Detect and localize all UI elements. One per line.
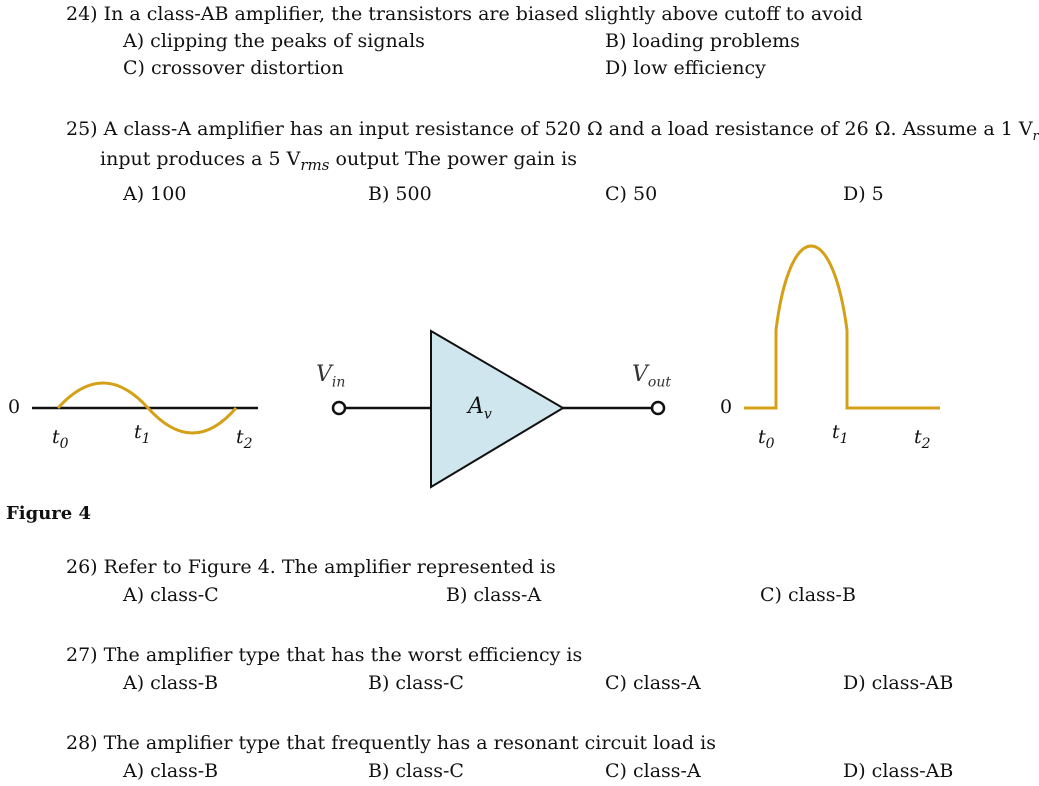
q25-option-b[interactable]: B) 500 <box>368 183 432 205</box>
q28-option-a[interactable]: A) class-B <box>123 760 219 782</box>
output-t2-main: t <box>914 426 922 448</box>
input-zero-label: 0 <box>8 396 21 418</box>
vin-main: V <box>316 362 332 387</box>
vin-label <box>316 364 345 393</box>
output-t0-label <box>758 426 775 455</box>
input-t1-sub: 1 <box>141 430 151 447</box>
q25-option-d[interactable]: D) 5 <box>843 183 884 205</box>
output-t0-main: t <box>758 426 766 448</box>
q27-option-d[interactable]: D) class-AB <box>843 672 954 694</box>
q26-stem: 26) Refer to Figure 4. The amplifier represented is <box>66 556 556 578</box>
output-t0-sub: 0 <box>765 435 775 452</box>
input-t2-sub: 2 <box>243 435 253 452</box>
q27-option-c[interactable]: C) class-A <box>605 672 701 694</box>
output-zero-label: 0 <box>720 396 733 418</box>
input-t2-label <box>236 426 253 455</box>
q24-option-c[interactable]: C) crossover distortion <box>123 57 344 79</box>
vout-main: V <box>632 362 648 387</box>
vin-terminal <box>333 402 345 414</box>
q25-stem-sub: r <box>1032 128 1039 144</box>
amp-sub: v <box>483 406 492 423</box>
vout-sub: out <box>647 374 671 391</box>
output-t1-label <box>832 421 849 450</box>
input-t1-label <box>134 421 151 450</box>
q24-stem: 24) In a class-AB amplifier, the transistors are biased slightly above cutoff to avoid <box>66 3 863 25</box>
q26-option-b[interactable]: B) class-A <box>446 584 542 606</box>
vin-sub: in <box>331 374 346 391</box>
output-t1-main: t <box>832 421 840 443</box>
q24-option-b[interactable]: B) loading problems <box>605 30 800 52</box>
q28-option-d[interactable]: D) class-AB <box>843 760 954 782</box>
amp-gain-label <box>468 396 492 425</box>
input-t2-main: t <box>236 426 244 448</box>
q25-stem-text: 25) A class-A amplifier has an input resistance of 520 Ω and a load resistance of 26 Ω. Assume a 1 V <box>66 118 1033 140</box>
vout-terminal <box>652 402 664 414</box>
q25-option-a[interactable]: A) 100 <box>123 183 187 205</box>
q25-stem-pre: input produces a 5 V <box>100 148 301 170</box>
q25-stem-sub-rms: rms <box>300 155 330 174</box>
input-t0-label <box>52 426 69 455</box>
output-pulse-wave <box>744 246 940 408</box>
q24-option-a[interactable]: A) clipping the peaks of signals <box>123 30 425 52</box>
q27-stem: 27) The amplifier type that has the worst efficiency is <box>66 644 583 666</box>
output-t2-sub: 2 <box>921 435 931 452</box>
q27-option-b[interactable]: B) class-C <box>368 672 464 694</box>
q25-stem-post: output The power gain is <box>329 148 577 170</box>
q26-option-a[interactable]: A) class-C <box>123 584 219 606</box>
vout-label <box>632 364 671 393</box>
output-t2-label <box>914 426 931 455</box>
input-t0-sub: 0 <box>59 435 69 452</box>
q28-option-b[interactable]: B) class-C <box>368 760 464 782</box>
input-t1-main: t <box>134 421 142 443</box>
input-t0-main: t <box>52 426 60 448</box>
q27-option-a[interactable]: A) class-B <box>123 672 219 694</box>
q28-option-c[interactable]: C) class-A <box>605 760 701 782</box>
q26-option-c[interactable]: C) class-B <box>760 584 856 606</box>
amp-main: A <box>468 394 484 419</box>
figure-caption: Figure 4 <box>6 503 92 524</box>
q28-stem: 28) The amplifier type that frequently has a resonant circuit load is <box>66 732 716 754</box>
amplifier-triangle <box>431 331 563 487</box>
q25-option-c[interactable]: C) 50 <box>605 183 658 205</box>
output-t1-sub: 1 <box>839 430 849 447</box>
q24-option-d[interactable]: D) low efficiency <box>605 57 766 79</box>
